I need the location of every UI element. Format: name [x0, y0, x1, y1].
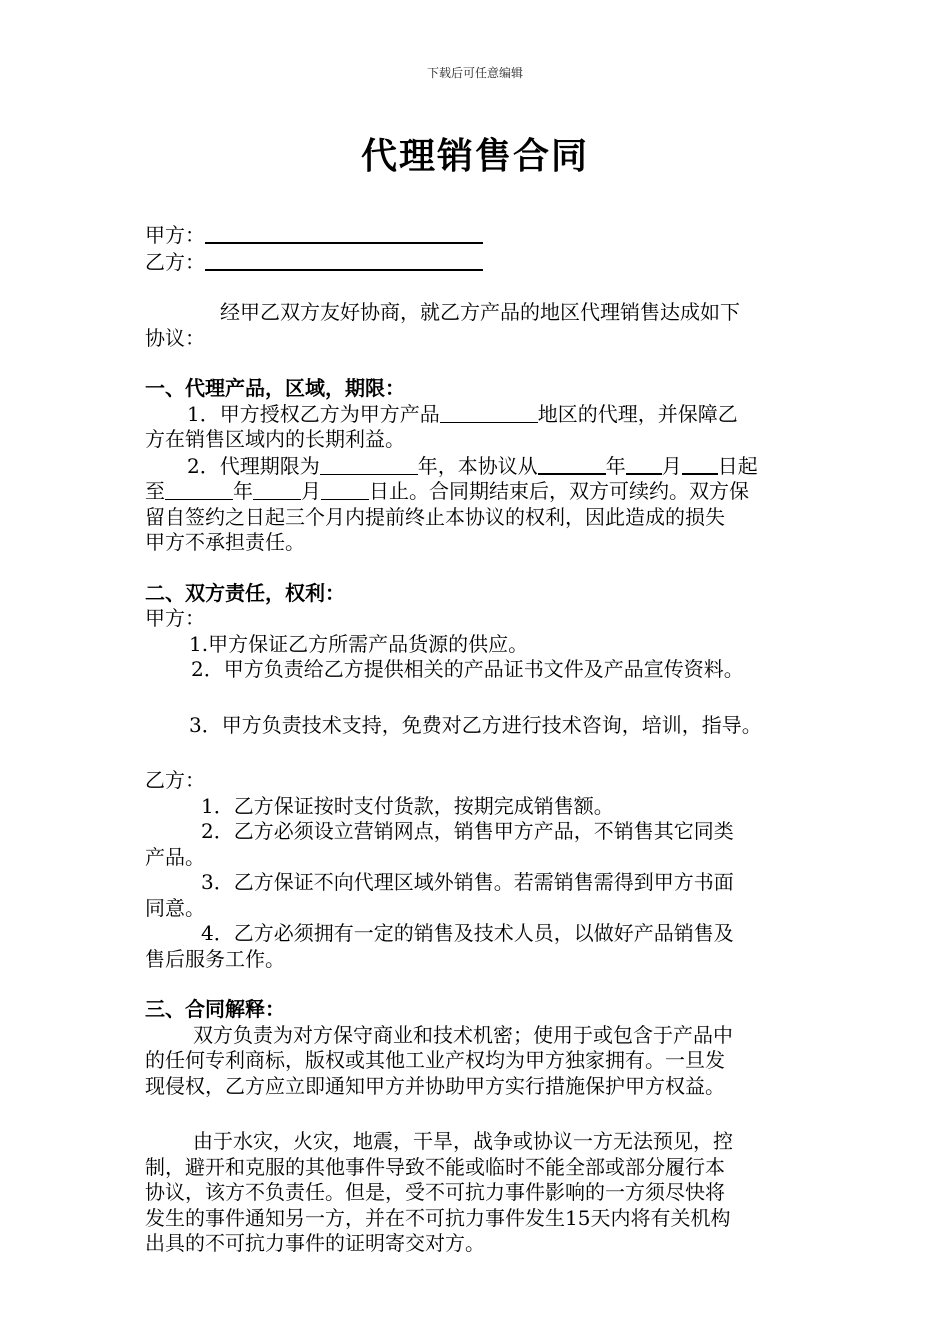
section-1-heading: 一、代理产品，区域，期限：	[145, 376, 405, 400]
sec1-p1b: 地区的代理，并保障乙	[537, 401, 738, 426]
sec1-p2a: 2．代理期限为	[187, 453, 320, 478]
party-a-duty-1: 1.甲方保证乙方所需产品货源的供应。	[189, 631, 529, 656]
party-b-label: 乙方：	[145, 249, 205, 274]
sec3-p2-line-1: 由于水灾，火灾，地震，干旱，战争或协议一方无法预见，控	[193, 1129, 733, 1153]
end-year-blank[interactable]	[165, 479, 233, 500]
party-a-label: 甲方：	[145, 223, 205, 247]
sec1-p2f: 至	[145, 479, 165, 503]
intro-line-1: 经甲乙双方友好协商，就乙方产品的地区代理销售达成如下	[220, 300, 740, 324]
party-b-duty-3: 3．乙方保证不向代理区域外销售。若需销售需得到甲方书面	[201, 870, 734, 894]
party-a-duty-2: 2．甲方负责给乙方提供相关的产品证书文件及产品宣传资料。	[191, 657, 744, 681]
party-b-line	[145, 249, 825, 276]
header-note: 下载后可任意编辑	[426, 66, 523, 80]
sec1-p2c: 年	[605, 453, 626, 478]
sec1-p2i: 日止。合同期结束后，双方可续约。双方保	[369, 479, 749, 503]
end-month-blank[interactable]	[253, 479, 301, 500]
sec1-p2b: 年，本协议从	[417, 453, 538, 478]
sec3-p2-line-2: 制，避开和克服的其他事件导致不能或临时不能全部或部分履行本	[145, 1154, 725, 1179]
party-b-duty-4-cont: 售后服务工作。	[145, 946, 285, 971]
sec1-clause-2-line-2	[145, 479, 825, 505]
sec1-p2k: 甲方不承担责任。	[145, 530, 305, 554]
party-b-duty-4: 4．乙方必须拥有一定的销售及技术人员，以做好产品销售及	[201, 921, 734, 945]
section-2-heading: 二、双方责任，权利：	[145, 580, 345, 605]
contract-body	[145, 222, 825, 1257]
party-a-duties-label: 甲方：	[145, 606, 205, 630]
sec1-clause-1	[145, 402, 825, 428]
party-b-duty-2-cont: 产品。	[145, 844, 205, 869]
sec1-p2h: 月	[301, 479, 321, 503]
party-b-duties-label: 乙方：	[145, 768, 205, 792]
end-day-blank[interactable]	[321, 479, 369, 500]
sec1-p2j: 留自签约之日起三个月内提前终止本协议的权利，因此造成的损失	[145, 504, 725, 529]
sec1-p2d: 月	[661, 453, 682, 478]
start-year-blank[interactable]	[538, 453, 606, 475]
section-3-heading: 三、合同解释：	[145, 997, 285, 1021]
start-day-blank[interactable]	[682, 453, 718, 475]
start-month-blank[interactable]	[626, 453, 662, 475]
sec3-p1-line-2: 的任何专利商标，版权或其他工业产权均为甲方独家拥有。一旦发	[145, 1048, 725, 1072]
term-years-blank[interactable]	[320, 454, 418, 475]
party-b-duty-3-cont: 同意。	[145, 895, 205, 920]
sec1-clause-2	[145, 453, 825, 480]
party-a-blank[interactable]	[205, 222, 483, 244]
sec1-p2e: 日起	[717, 453, 758, 478]
sec3-p2-line-3: 协议，该方不负责任。但是，受不可抗力事件影响的一方须尽快将	[145, 1180, 725, 1204]
sec1-p2g: 年	[233, 479, 253, 503]
party-a-line	[145, 222, 825, 249]
sec1-p1c: 方在销售区域内的长期利益。	[145, 427, 405, 451]
party-b-blank[interactable]	[205, 249, 483, 271]
party-b-duty-2: 2．乙方必须设立营销网点，销售甲方产品，不销售其它同类	[201, 819, 734, 843]
party-a-duty-3: 3．甲方负责技术支持，免费对乙方进行技术咨询，培训，指导。	[189, 712, 762, 737]
sec3-p2-line-5: 出具的不可抗力事件的证明寄交对方。	[145, 1231, 485, 1255]
intro-line-2: 协议：	[145, 325, 205, 350]
document-title: 代理销售合同	[360, 136, 589, 177]
region-blank[interactable]	[440, 402, 538, 423]
sec1-p1a: 1．甲方授权乙方为甲方产品	[187, 401, 440, 426]
sec3-p1-line-3: 现侵权，乙方应立即通知甲方并协助甲方实行措施保护甲方权益。	[145, 1073, 725, 1098]
sec3-p2-line-4: 发生的事件通知另一方，并在不可抗力事件发生15天内将有关机构	[145, 1205, 731, 1230]
party-b-duty-1: 1．乙方保证按时支付货款，按期完成销售额。	[201, 793, 614, 818]
sec3-p1-line-1: 双方负责为对方保守商业和技术机密；使用于或包含于产品中	[193, 1022, 733, 1047]
